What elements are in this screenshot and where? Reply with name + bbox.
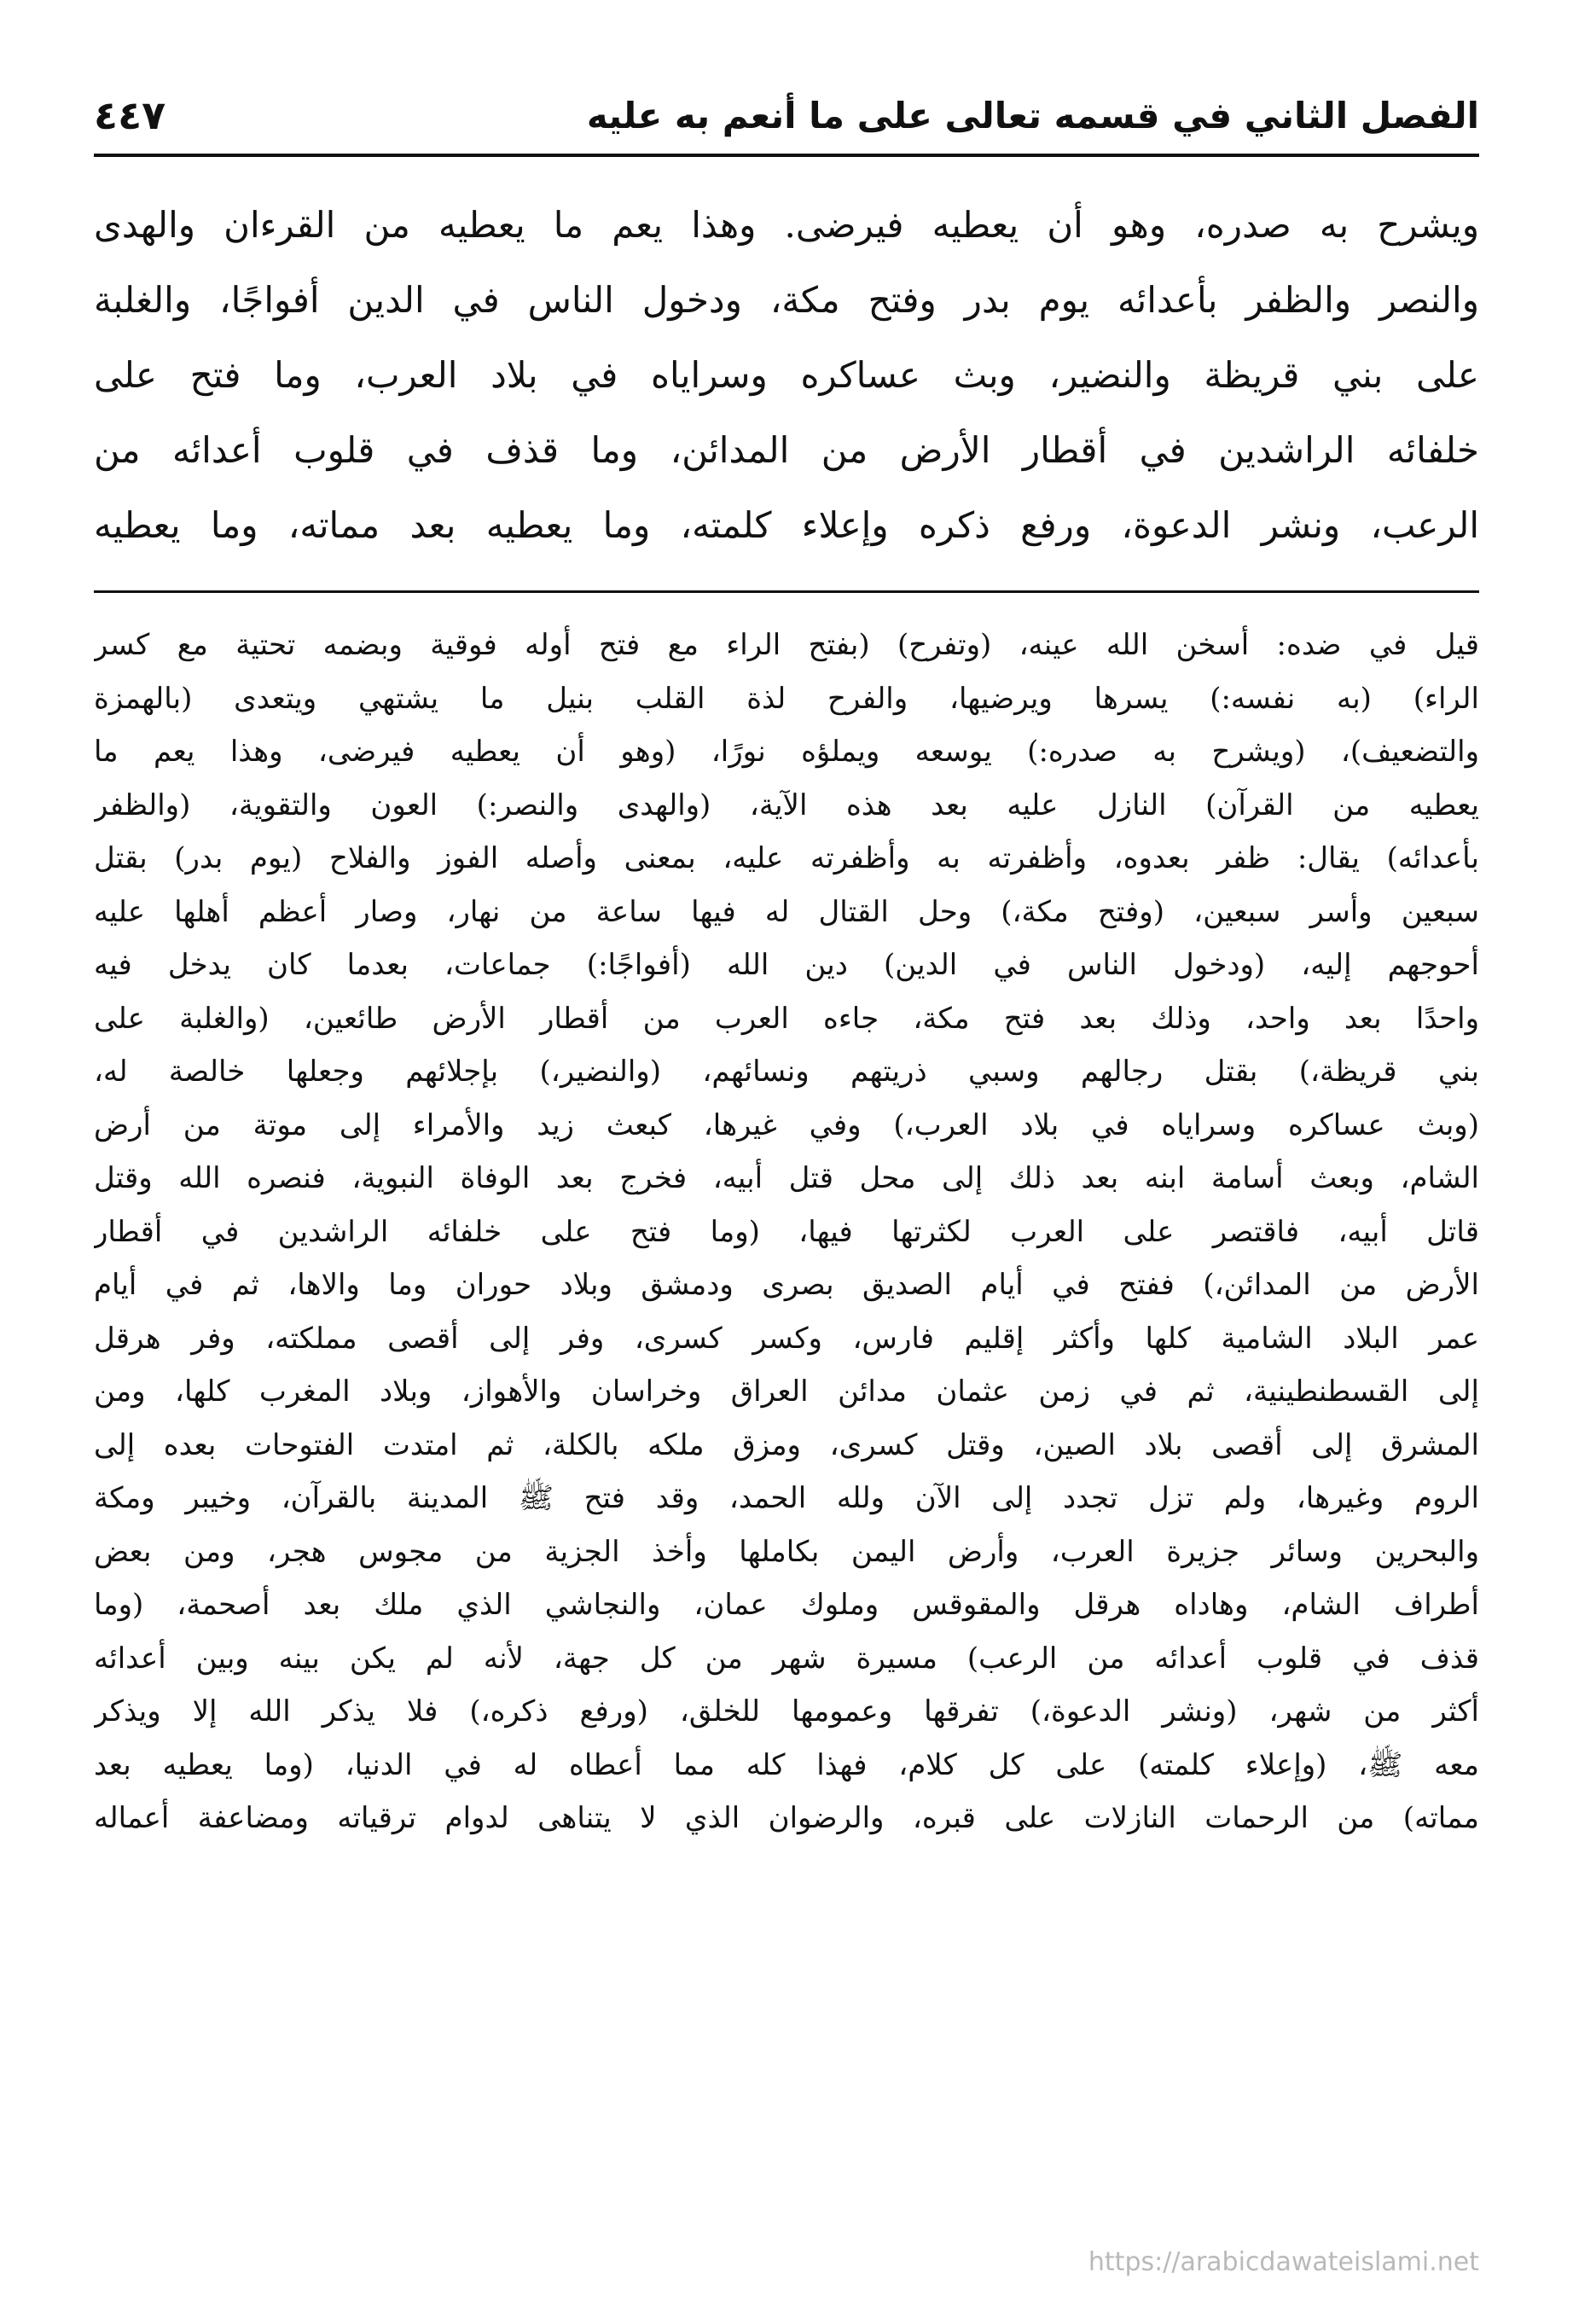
- footnote-line: الراء) (به نفسه:) يسرها ويرضيها، والفرح لذة القلب بنيل ما يشتهي ويتعدى (بالهمزة: [94, 681, 1479, 716]
- footnote-line: قيل في ضده: أسخن الله عينه، (وتفرح) (بفتح الراء مع فتح أوله فوقية وبضمه تحتية مع كسر: [94, 628, 1479, 662]
- main-text-line: والنصر والظفر بأعدائه يوم بدر وفتح مكة، ودخول الناس في الدين أفواجًا، والغلبة: [94, 279, 1479, 321]
- footnote-line: معه ﷺ، (وإعلاء كلمته) على كل كلام، فهذا كله مما أعطاه له في الدنيا، (وما يعطيه بعد: [94, 1747, 1479, 1782]
- footnote-line: يعطيه من القرآن) النازل عليه بعد هذه الآية، (والهدى والنصر:) العون والتقوية، (والظفر: [94, 787, 1479, 822]
- footnote-line: الروم وغيرها، ولم تزل تجدد إلى الآن ولله الحمد، وقد فتح ﷺ المدينة بالقرآن، وخيبر ومكة: [94, 1481, 1479, 1515]
- footnote-line: بني قريظة،) بقتل رجالهم وسبي ذريتهم ونسائهم، (والنضير،) بإجلائهم وجعلها خالصة له،: [94, 1055, 1479, 1089]
- page-number: ٤٤٧: [94, 92, 166, 138]
- footnote-line: والتضعيف)، (ويشرح به صدره:) يوسعه ويملؤه نورًا، (وهو أن يعطيه فيرضى، وهذا يعم ما: [94, 735, 1479, 769]
- main-text-block: [94, 188, 1479, 563]
- page-header: [94, 85, 1479, 157]
- main-text-line: الرعب، ونشر الدعوة، ورفع ذكره وإعلاء كلمته، وما يعطيه بعد مماته، وما يعطيه: [94, 504, 1479, 546]
- footnote-line: إلى القسطنطينية، ثم في زمن عثمان مدائن العراق وخراسان والأهواز، وبلاد المغرب كلها، ومن: [94, 1374, 1479, 1409]
- footnote-commentary-block: [94, 619, 1479, 2222]
- footnote-line: الشام، وبعث أسامة ابنه بعد ذلك إلى محل قتل أبيه، فخرج بعد الوفاة النبوية، فنصره الله وقتل: [94, 1161, 1479, 1195]
- footnote-line: مماته) من الرحمات النازلات على قبره، والرضوان الذي لا يتناهى لدوام ترقياته ومضاعفة أعماله: [94, 1801, 1479, 1835]
- footnote-line: (وبث عساكره وسراياه في بلاد العرب،) وفي غيرها، كبعث زيد والأمراء إلى موتة من أرض: [94, 1107, 1479, 1142]
- footnote-line: والبحرين وسائر جزيرة العرب، وأرض اليمن بكاملها وأخذ الجزية من مجوس هجر، ومن بعض: [94, 1534, 1479, 1569]
- footnote-line: واحدًا بعد واحد، وذلك بعد فتح مكة، جاءه العرب من أقطار الأرض طائعين، (والغلبة على: [94, 1001, 1479, 1036]
- footnote-line: أكثر من شهر، (ونشر الدعوة،) تفرقها وعمومها للخلق، (ورفع ذكره،) فلا يذكر الله إلا ويذكر: [94, 1694, 1479, 1728]
- footnote-line: الأرض من المدائن،) ففتح في أيام الصديق بصرى ودمشق وبلاد حوران وما والاها، ثم في أيام: [94, 1268, 1479, 1302]
- main-text-line: على بني قريظة والنضير، وبث عساكره وسراياه في بلاد العرب، وما فتح على: [94, 354, 1479, 396]
- footnote-line: قاتل أبيه، فاقتصر على العرب لكثرتها فيها، (وما فتح على خلفائه الراشدين في أقطار: [94, 1214, 1479, 1249]
- source-watermark: https://arabicdawateislami.net: [1088, 2247, 1479, 2277]
- footnote-line: أحوجهم إليه، (ودخول الناس في الدين) دين الله (أفواجًا:) جماعات، بعدما كان يدخل فيه: [94, 948, 1479, 982]
- footnote-line: قذف في قلوب أعدائه من الرعب) مسيرة شهر من كل جهة، لأنه لم يكن بينه وبين أعدائه: [94, 1641, 1479, 1676]
- footnote-line: المشرق إلى أقصى بلاد الصين، وقتل كسرى، ومزق ملكه بالكلة، ثم امتدت الفتوحات بعده إلى: [94, 1427, 1479, 1462]
- footnote-line: سبعين وأسر سبعين، (وفتح مكة،) وحل القتال له فيها ساعة من نهار، وصار أعظم أهلها عليه: [94, 894, 1479, 929]
- footnote-line: عمر البلاد الشامية كلها وأكثر إقليم فارس، وكسر كسرى، وفر إلى أقصى مملكته، وفر هرقل: [94, 1321, 1479, 1356]
- footnote-separator-rule: [94, 590, 1479, 593]
- main-text-line: ويشرح به صدره، وهو أن يعطيه فيرضى. وهذا يعم ما يعطيه من القرءان والهدى: [94, 204, 1479, 246]
- footnote-line: أطراف الشام، وهاداه هرقل والمقوقس وملوك عمان، والنجاشي الذي ملك بعد أصحمة، (وما: [94, 1588, 1479, 1622]
- running-title: الفصل الثاني في قسمه تعالى على ما أنعم به عليه: [586, 94, 1479, 137]
- footnote-line: بأعدائه) يقال: ظفر بعدوه، وأظفرته به وأظفرته عليه، بمعنى وأصله الفوز والفلاح (يوم بدر) بقتل: [94, 841, 1479, 875]
- main-text-line: خلفائه الراشدين في أقطار الأرض من المدائن، وما قذف في قلوب أعدائه من: [94, 429, 1479, 471]
